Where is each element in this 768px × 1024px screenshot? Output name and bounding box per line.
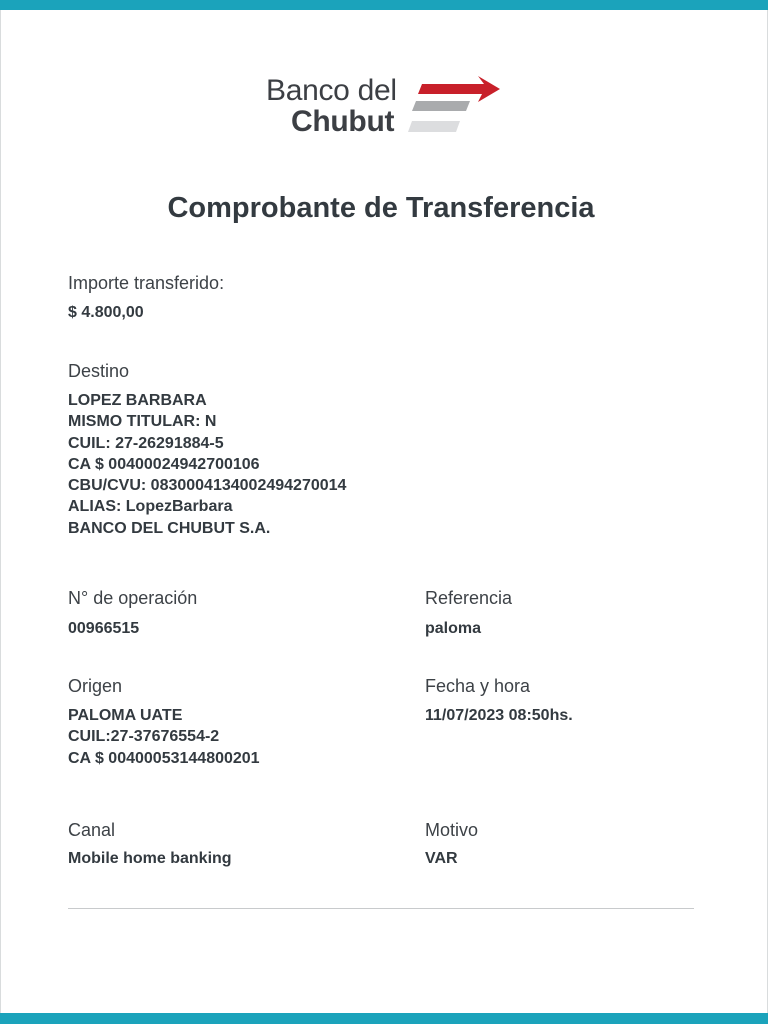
logo-red-arrow: [418, 76, 500, 102]
destino-line: MISMO TITULAR: N: [68, 413, 217, 431]
top-accent-bar: [0, 0, 768, 10]
operacion-label: N° de operación: [68, 588, 198, 608]
canal-value: Mobile home banking: [68, 850, 232, 867]
destino-details: [68, 390, 346, 539]
destino-line: CA $ 00400024942700106: [68, 455, 260, 473]
motivo-value: VAR: [425, 850, 458, 867]
referencia-value: paloma: [425, 620, 482, 637]
referencia-label: Referencia: [425, 588, 513, 608]
origen-line: PALOMA UATE: [68, 707, 183, 724]
origen-details: [68, 705, 260, 769]
destino-line: LOPEZ BARBARA: [68, 392, 207, 409]
canal-label: Canal: [68, 820, 116, 840]
importe-label: Importe transferido:: [68, 273, 225, 293]
origen-line: CA $ 00400053144800201: [68, 749, 260, 767]
motivo-label: Motivo: [425, 820, 479, 840]
destino-label: Destino: [68, 361, 130, 381]
stacked-arrows-logo-icon: [408, 74, 500, 136]
page-title: Comprobante de Transferencia: [167, 192, 595, 224]
logo-light-stripe: [408, 121, 460, 132]
origen-line: CUIL:27-37676554-2: [68, 728, 220, 746]
logo-text-line1: Banco del: [266, 74, 397, 107]
operacion-value: 00966515: [68, 620, 140, 637]
destino-line: ALIAS: LopezBarbara: [68, 498, 233, 516]
importe-value: $ 4.800,00: [68, 304, 144, 321]
origen-label: Origen: [68, 676, 123, 696]
bank-logo: [264, 74, 500, 140]
destino-line: CBU/CVU: 0830004134002494270014: [68, 477, 347, 495]
fecha-value: 11/07/2023 08:50hs.: [425, 707, 573, 724]
destino-line: BANCO DEL CHUBUT S.A.: [68, 519, 271, 537]
bottom-accent-bar: [0, 1013, 768, 1024]
logo-gray-stripe: [412, 101, 470, 111]
divider: [68, 908, 694, 909]
fecha-label: Fecha y hora: [425, 676, 531, 696]
logo-text-line2: Chubut: [291, 105, 395, 138]
destino-line: CUIL: 27-26291884-5: [68, 434, 224, 452]
